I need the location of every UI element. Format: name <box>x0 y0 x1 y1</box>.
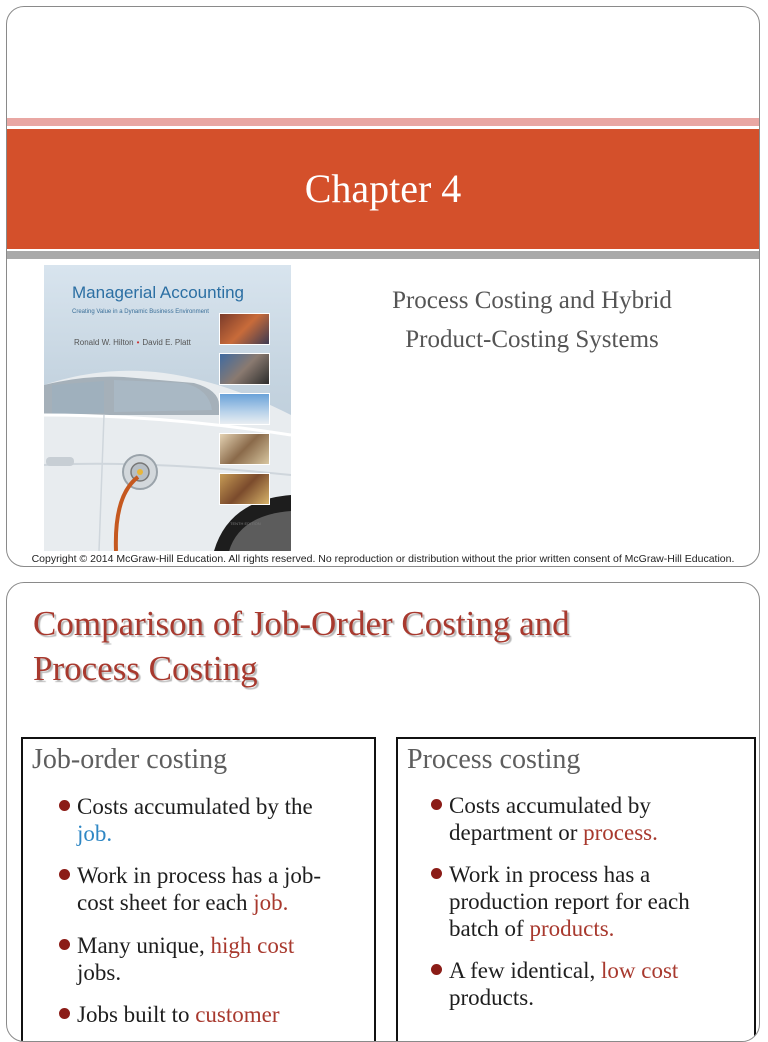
bullet-text: jobs. <box>77 960 122 985</box>
bullet-text: Costs accumulated by <box>449 793 651 818</box>
job-order-heading: Job-order costing <box>32 744 228 775</box>
title-band-bottom-stripe <box>7 251 759 259</box>
bullet-text-line <box>449 819 658 846</box>
book-title: Managerial Accounting <box>72 283 245 302</box>
bullet-dot <box>59 800 70 811</box>
bullet-text: Costs accumulated by the <box>77 794 313 819</box>
bullet-text: Work in process has a job- <box>77 863 322 888</box>
bullet-text-highlight: low cost <box>601 958 679 983</box>
bullet-text-line <box>77 932 294 959</box>
bullet-dot <box>59 939 70 950</box>
slide-chapter-title <box>6 6 760 567</box>
book-thumb-kitchen <box>219 433 270 465</box>
bullet-text: Many unique, <box>77 933 211 958</box>
bullet-item <box>449 957 678 1011</box>
bullet-text-line <box>449 915 690 942</box>
job-order-costing-box <box>21 737 376 1042</box>
bullet-dot <box>431 964 442 975</box>
chapter-subtitle <box>337 281 727 359</box>
book-thumb-workers <box>219 313 270 345</box>
bullet-text: cost sheet for each <box>77 890 254 915</box>
bullet-text: Jobs built to <box>77 1002 196 1027</box>
slide-comparison <box>6 582 760 1042</box>
bullet-text-line <box>449 957 678 984</box>
process-costing-box <box>396 737 756 1042</box>
bullet-dot <box>431 799 442 810</box>
book-thumb-person <box>219 353 270 385</box>
bullet-text: A few identical, <box>449 958 602 983</box>
book-thumb-food <box>219 473 270 505</box>
book-cover <box>44 265 291 551</box>
bullet-text-highlight: job. <box>77 821 113 846</box>
subtitle-line-1: Process Costing and Hybrid <box>392 287 672 314</box>
copyright-notice: Copyright © 2014 McGraw-Hill Education. All rights reserved. No reproduction or distribution without the prior written consent of McGraw-Hill Education. <box>31 553 735 565</box>
bullet-item <box>449 861 690 942</box>
bullet-dot <box>59 1008 70 1019</box>
author-separator-dot: • <box>136 338 140 347</box>
title-band-top-stripe <box>7 118 759 126</box>
bullet-text-highlight: process. <box>583 820 658 845</box>
bullet-dot <box>431 868 442 879</box>
book-author-1: Ronald W. Hilton <box>74 338 134 347</box>
bullet-text: production report for each <box>449 889 690 914</box>
bullet-text-line <box>77 889 321 916</box>
bullet-item <box>77 862 321 916</box>
book-authors <box>74 338 191 347</box>
book-edition: TENTH EDITION <box>230 521 261 526</box>
bullet-text: department or <box>449 820 584 845</box>
bullet-text: batch of <box>449 916 530 941</box>
bullet-item <box>77 932 294 986</box>
slide-title <box>33 601 733 691</box>
book-thumb-airplane <box>219 393 270 425</box>
bullet-text-highlight: job. <box>253 890 289 915</box>
book-subtitle: Creating Value in a Dynamic Business Environment <box>72 309 209 315</box>
bullet-text-highlight: high cost <box>210 933 295 958</box>
bullet-text-highlight: products. <box>529 916 615 941</box>
bullet-dot <box>59 869 70 880</box>
slide-title-line-1: Comparison of Job-Order Costing and <box>33 604 570 643</box>
chapter-title: Chapter 4 <box>304 166 462 211</box>
bullet-item <box>77 793 313 847</box>
slide-title-line-2: Process Costing <box>33 649 258 688</box>
bullet-item <box>449 792 658 846</box>
bullet-text: products. <box>449 985 534 1010</box>
book-author-2: David E. Platt <box>142 338 191 347</box>
bullet-text: Work in process has a <box>449 862 651 887</box>
process-costing-heading: Process costing <box>407 744 581 775</box>
bullet-text-highlight: customer <box>195 1002 280 1027</box>
subtitle-line-2: Product-Costing Systems <box>405 326 659 353</box>
